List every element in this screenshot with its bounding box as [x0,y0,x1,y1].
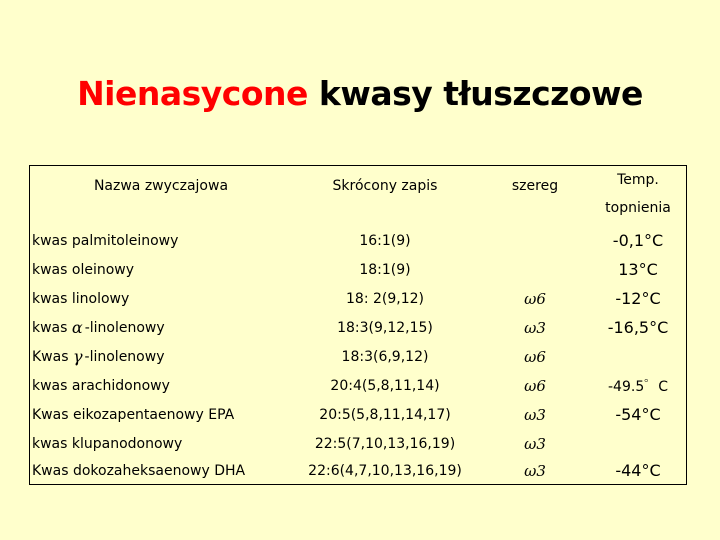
header-code: Skrócony zapis [332,178,438,194]
slide-title [0,74,720,113]
row-code: 20:5(5,8,11,14,17) [319,406,451,423]
table-row [30,255,686,284]
table-row [30,400,686,429]
row-series: ω3 [524,434,546,453]
row-code: 16:1(9) [359,232,411,249]
row-temp: -44°C [615,461,661,480]
alpha-symbol: α [71,318,83,337]
row-temp [590,429,686,458]
table-header-row [30,166,686,226]
row-temp [590,342,686,371]
row-code: 22:5(7,10,13,16,19) [314,435,456,452]
table-row [30,429,686,458]
row-temp: -54°C [615,405,661,424]
row-series [480,226,590,255]
name-text: kwas [32,319,72,336]
table-row [30,342,686,371]
row-temp: -0,1°C [612,231,664,250]
row-code: 22:6(4,7,10,13,16,19) [308,462,462,479]
row-temp: 13°C [618,260,658,279]
name-suffix: -linolenowy [84,319,165,336]
table-row [30,456,686,485]
table-row [30,284,686,313]
name-text: kwas linolowy [32,290,130,307]
title-highlight: Nienasycone [77,74,308,113]
header-name: Nazwa zwyczajowa [93,178,229,194]
table-row [30,313,686,342]
name-text: kwas oleinowy [32,261,135,278]
row-code: 18:3(6,9,12) [341,348,429,365]
table-row [30,226,686,255]
name-text: kwas palmitoleinowy [32,232,179,249]
row-series: ω6 [524,376,546,395]
header-series: szereg [511,178,559,194]
row-name [32,371,290,400]
name-text: Kwas dokozaheksaenowy DHA [32,462,246,479]
table-row [30,371,686,400]
gamma-symbol: γ [72,347,83,366]
row-code: 18:1(9) [359,261,411,278]
row-name [32,226,290,255]
row-code: 20:4(5,8,11,14) [330,377,440,394]
name-suffix: -linolenowy [84,348,165,365]
fatty-acids-table [29,165,687,485]
row-name [32,313,290,342]
row-temp: -12°C [615,289,661,308]
row-series [480,255,590,284]
row-series: ω3 [524,461,546,480]
row-temp: -16,5°C [607,318,669,337]
name-text: Kwas [32,348,73,365]
title-rest: kwasy tłuszczowe [307,74,643,113]
name-text: kwas klupanodonowy [32,435,183,452]
header-temp-line1: Temp. [617,172,659,188]
row-code: 18: 2(9,12) [346,290,424,307]
row-name [32,456,290,485]
row-temp: -49.5゜C [608,378,668,395]
header-temp-line2: topnienia [605,200,671,216]
name-text: Kwas eikozapentaenowy EPA [32,406,235,423]
row-name [32,255,290,284]
row-name [32,429,290,458]
row-series: ω6 [524,289,546,308]
row-series: ω6 [524,347,546,366]
row-series: ω3 [524,405,546,424]
row-name [32,284,290,313]
row-name [32,400,290,429]
row-series: ω3 [524,318,546,337]
row-code: 18:3(9,12,15) [337,319,433,336]
header-temp [590,166,686,222]
name-text: kwas arachidonowy [32,377,170,394]
row-name [32,342,290,371]
